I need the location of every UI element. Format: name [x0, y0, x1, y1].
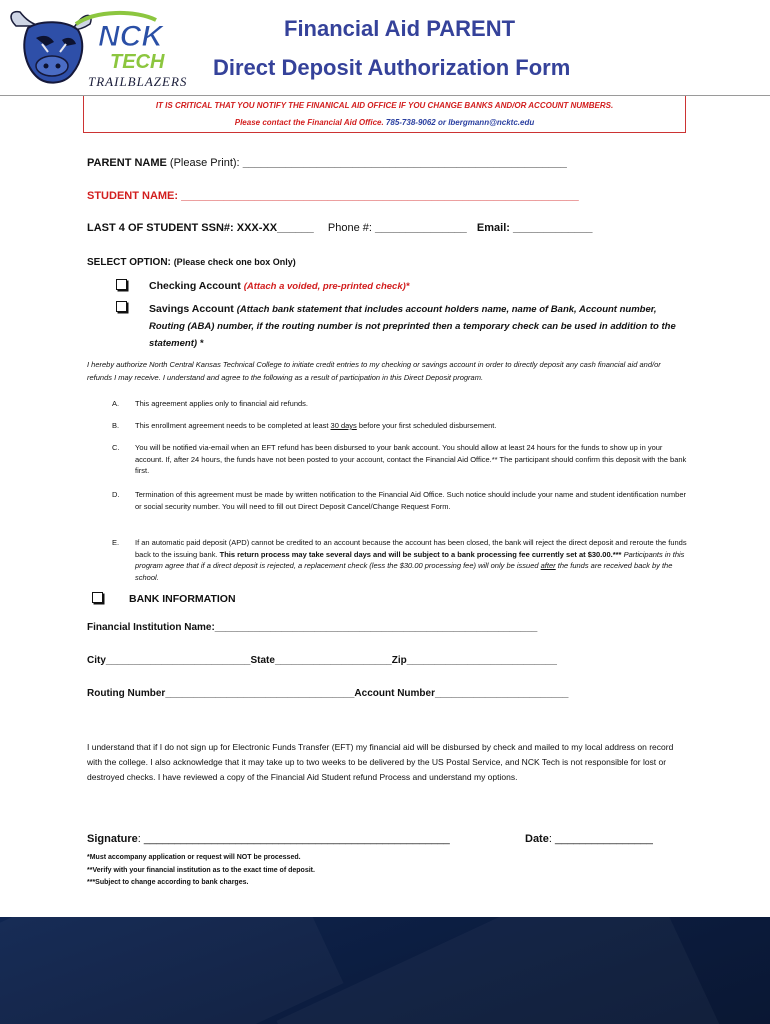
- term-italic-after: the funds are received back by the school.: [135, 561, 673, 582]
- bank-information-checkbox[interactable]: [92, 592, 103, 603]
- term-text-underline: 30 days: [330, 421, 357, 430]
- student-name-field[interactable]: STUDENT NAME: _________________________________________________________________: [87, 190, 579, 202]
- term-letter: A.: [112, 399, 120, 408]
- institution-name-field[interactable]: Financial Institution Name:__________________________________________________________: [87, 622, 538, 633]
- signature-field[interactable]: [87, 833, 450, 845]
- routing-account-field[interactable]: Routing Number__________________________________Account Number________________________: [87, 688, 569, 699]
- savings-account-option: [149, 301, 689, 352]
- phone-label: Phone #:: [327, 222, 372, 234]
- term-text: Termination of this agreement must be made by written notification to the Financial Aid Office. Such notice should include your name and student identification number or social security number. You will need to fill out Direct Deposit Cancel/Change Request Form.: [135, 490, 687, 511]
- term-letter: D.: [112, 490, 120, 499]
- signature-label: Signature: [87, 833, 138, 845]
- select-option-label: SELECT OPTION:: [87, 257, 171, 268]
- footer-stripe: [0, 917, 344, 1024]
- form-header: [0, 0, 770, 96]
- term-text-before: This enrollment agreement needs to be completed at least: [135, 421, 331, 430]
- checking-account-label: Checking Account: [149, 280, 241, 292]
- phone-field[interactable]: _______________: [375, 222, 467, 234]
- parent-name-field[interactable]: [87, 157, 567, 169]
- term-text: [135, 420, 687, 432]
- parent-name-hint: (Please Print):: [169, 157, 240, 169]
- logo-brand-top: NCK: [98, 20, 163, 53]
- date-field[interactable]: [525, 833, 653, 845]
- term-italic-before: Participants in this program agree that if a direct deposit is rejected, a replacement check (less the $30.00 processing fee) will only be issued: [135, 549, 685, 570]
- notice-contact-info: 785-738-9062 or lbergmann@ncktc.edu: [385, 118, 535, 127]
- authorization-statement: I hereby authorize North Central Kansas Technical College to initiate credit entries to my checking or savings account in order to directly deposit any cash financial aid and/or refunds I may receive. I understand and agree to the following as a result of participation in this Direct Deposit program.: [87, 360, 661, 382]
- form-title-line2: Direct Deposit Authorization Form: [213, 55, 571, 80]
- footer-stripe: [276, 917, 723, 1024]
- term-item-c: [112, 442, 687, 477]
- footer-band: [0, 917, 770, 1024]
- term-text-after: before your first scheduled disbursement.: [356, 421, 497, 430]
- term-text: This agreement applies only to financial aid refunds.: [135, 399, 309, 408]
- term-text: You will be notified via-email when an EFT refund has been disbursed to your bank account. You should allow at least 24 hours for the funds to show up in your account. If, after 24 hours, the funds have not been posted to your account, contact the Financial Aid Office.** The participant should confirm this deposit with the bank first.: [135, 443, 687, 475]
- select-option-heading: [87, 257, 296, 268]
- notice-line2: [84, 114, 685, 131]
- eft-acknowledgement: I understand that if I do not sign up for Electronic Funds Transfer (EFT) my financial aid will be disbursed by check and mailed to my local address on record with the college. I also acknowledge that it may take up to two weeks to be delivered by the US Postal Service, and NCK Tech is not responsible for lost or destroyed checks. I have reviewed a copy of the Financial Aid Student refund Process and understand my options.: [87, 742, 674, 782]
- term-item-b: [112, 420, 687, 432]
- term-item-d: [112, 489, 687, 512]
- email-label: Email:: [476, 222, 510, 234]
- parent-name-blank[interactable]: _____________________________________________________: [242, 157, 567, 169]
- footnote-1: *Must accompany application or request will NOT be processed.: [87, 854, 301, 861]
- checking-account-option: [149, 278, 689, 295]
- notice-contact-prefix: Please contact the Financial Aid Office.: [234, 118, 384, 127]
- term-item-a: [112, 398, 687, 410]
- footnote-3: ***Subject to change according to bank charges.: [87, 879, 249, 886]
- bank-information-heading: BANK INFORMATION: [129, 593, 236, 605]
- term-letter: E.: [112, 538, 120, 547]
- ssn-field[interactable]: LAST 4 OF STUDENT SSN#: XXX-XX______: [87, 222, 314, 234]
- term-text-bold: This return process may take several days and will be subject to a bank processing fee currently set at $30.00.***: [219, 549, 622, 559]
- footnote-2: **Verify with your financial institution as to the exact time of deposit.: [87, 866, 315, 874]
- savings-account-checkbox[interactable]: [116, 301, 127, 312]
- footnotes: [87, 852, 315, 890]
- notice-line1: IT IS CRITICAL THAT YOU NOTIFY THE FINANICAL AID OFFICE IF YOU CHANGE BANKS AND/OR ACCOUNT NUMBERS.: [155, 101, 614, 110]
- savings-account-note: (Attach bank statement that includes account holders name, name of Bank, Account number, Routing (ABA) number, if the routing number is not preprinted then a temporary check can be used in addition to the statement) *: [149, 304, 676, 349]
- term-italic-underline: after: [540, 561, 556, 570]
- checking-account-checkbox[interactable]: [116, 279, 127, 290]
- term-text-before: If an automatic paid deposit (APD) cannot be credited to an account because the account has been closed, the bank will reject the direct deposit and reroute the funds back to the issuing bank.: [135, 538, 687, 559]
- email-field[interactable]: _____________: [513, 222, 593, 234]
- date-label: Date: [525, 833, 549, 845]
- term-text: [135, 537, 687, 583]
- term-letter: B.: [112, 421, 120, 430]
- parent-name-label: PARENT NAME: [87, 157, 167, 169]
- savings-account-label: Savings Account: [149, 303, 234, 315]
- term-item-e: [112, 537, 687, 583]
- select-option-hint: (Please check one box Only): [173, 257, 296, 267]
- nck-tech-logo: [6, 4, 211, 92]
- logo-brand-sub: TRAILBLAZERS: [88, 74, 188, 89]
- signature-blank[interactable]: : __________________________________________________: [137, 833, 450, 845]
- critical-notice: [83, 96, 686, 133]
- date-blank[interactable]: : ________________: [548, 833, 653, 845]
- form-title-line1: Financial Aid PARENT: [284, 16, 516, 41]
- student-contact-row: [87, 222, 593, 234]
- checking-account-note: (Attach a voided, pre-printed check)*: [243, 281, 410, 292]
- term-letter: C.: [112, 443, 120, 452]
- city-state-zip-field[interactable]: City__________________________State_____________________Zip___________________________: [87, 655, 557, 666]
- logo-brand-mid: TECH: [110, 51, 165, 73]
